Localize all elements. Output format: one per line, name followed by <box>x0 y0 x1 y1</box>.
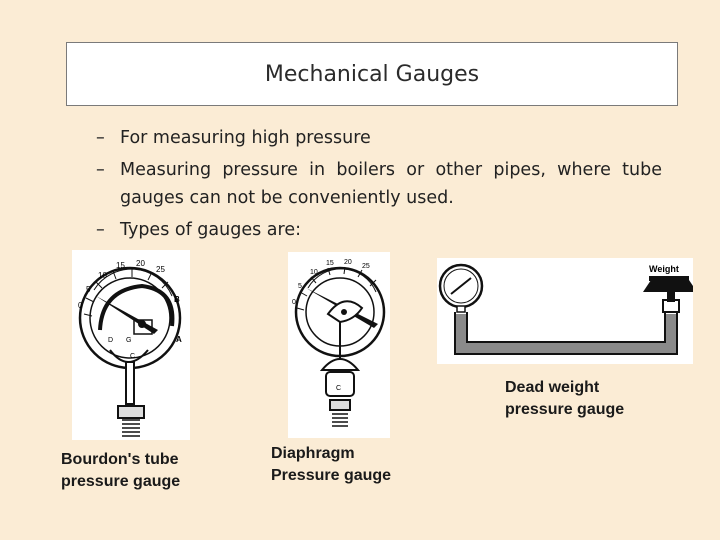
part-label: A <box>176 335 182 344</box>
scale-label: 10 <box>98 271 107 280</box>
bourdon-gauge-figure <box>72 250 190 440</box>
bullet-list <box>96 124 662 248</box>
part-label: C <box>336 385 342 392</box>
caption-line: Bourdon's tube <box>61 451 179 468</box>
part-label: G <box>126 337 132 344</box>
bullet-item <box>96 124 662 152</box>
scale-label: 10 <box>310 269 318 276</box>
caption-line: pressure gauge <box>61 473 181 490</box>
bullet-text: Types of gauges are: <box>120 220 301 240</box>
bullet-marker: – <box>96 128 105 148</box>
scale-label: 20 <box>136 259 145 268</box>
bourdon-caption <box>61 449 180 493</box>
bullet-text: For measuring high pressure <box>120 128 371 148</box>
scale-label: 25 <box>156 265 165 274</box>
part-label: B <box>174 295 180 304</box>
caption-line: pressure gauge <box>505 401 625 418</box>
scale-label: 0 <box>292 299 296 306</box>
caption-line: Dead weight <box>505 379 600 396</box>
diaphragm-caption <box>271 443 391 487</box>
scale-label: 15 <box>326 260 334 267</box>
title-box <box>66 42 678 106</box>
weight-label: Weight <box>649 264 679 274</box>
scale-label: 25 <box>362 263 370 270</box>
part-label: D <box>108 337 114 344</box>
scale-label: 5 <box>298 283 302 290</box>
scale-label: 5 <box>86 285 91 294</box>
caption-line: Diaphragm <box>271 445 355 462</box>
deadweight-gauge-figure <box>437 258 693 364</box>
diaphragm-gauge-illustration <box>288 252 390 438</box>
deadweight-caption <box>505 377 624 421</box>
caption-line: Pressure gauge <box>271 467 392 484</box>
bullet-item <box>96 216 662 244</box>
bourdon-gauge-illustration <box>72 250 190 440</box>
part-label: C <box>130 353 136 360</box>
scale-label: 20 <box>344 259 352 266</box>
diaphragm-gauge-figure <box>288 252 390 438</box>
bullet-marker: – <box>96 160 105 180</box>
deadweight-gauge-illustration <box>437 258 693 364</box>
bullet-marker: – <box>96 220 105 240</box>
scale-label: 15 <box>116 261 125 270</box>
bullet-item <box>96 156 662 212</box>
slide-title: Mechanical Gauges <box>264 61 480 87</box>
scale-label: 0 <box>78 301 83 310</box>
bullet-text: Measuring pressure in boilers or other pipes, where tube gauges can not be conveniently used. <box>120 160 662 208</box>
